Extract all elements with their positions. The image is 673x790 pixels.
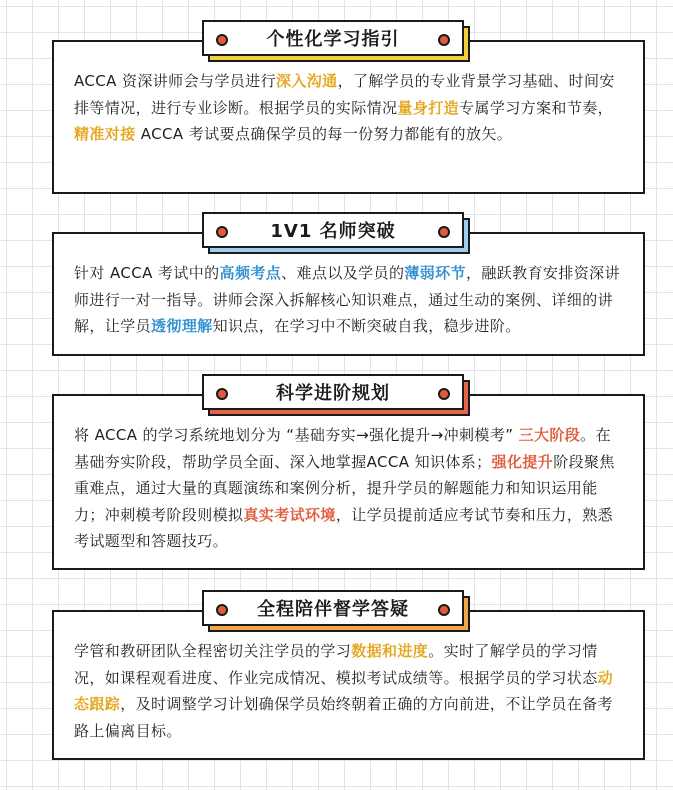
section-body-text: ACCA 资深讲师会与学员进行深入沟通，了解学员的专业背景学习基础、时间安排等情况，进行专业诊断。根据学员的实际情况量身打造专属学习方案和节奏，精准对接 ACCA 考试要点确保学员的每一份努力都能有的放矢。 (74, 72, 615, 143)
section-title-tag (202, 590, 472, 632)
dot-icon (438, 34, 450, 46)
section-body-text: 针对 ACCA 考试中的高频考点、难点以及学员的薄弱环节，融跃教育安排资深讲师进行一对一指导。讲师会深入拆解核心知识难点，通过生动的案例、详细的讲解，让学员透彻理解知识点，在学习中不断突破自我，稳步进阶。 (74, 264, 620, 335)
highlight-text: 深入沟通 (275, 72, 338, 90)
section-title: 科学进阶规划 (202, 374, 464, 410)
highlight-text: 量身打造 (397, 98, 460, 117)
section-title: 1V1 名师突破 (202, 212, 464, 248)
section-content-box (52, 610, 645, 760)
dot-icon (216, 226, 228, 238)
highlight-text: 透彻理解 (151, 317, 213, 335)
section-content-box (52, 40, 645, 194)
highlight-text: 精准对接 (74, 125, 136, 143)
section-body-text: 将 ACCA 的学习系统地划分为 “基础夯实→强化提升→冲刺模考” 三大阶段。在基础夯实阶段，帮助学员全面、深入地掌握ACCA 知识体系；强化提升阶段聚焦重难点，通过大量的真题演练和案例分析，提升学员的解题能力和知识运用能力；冲刺模考阶段则模拟真实考试环境，让学员提前适应考试节奏和压力，熟悉考试题型和答题技巧。 (74, 426, 615, 550)
highlight-text: 薄弱环节 (404, 264, 466, 282)
section-title: 全程陪伴督学答疑 (202, 590, 464, 626)
section-body-text: 学管和教研团队全程密切关注学员的学习数据和进度。实时了解学员的学习情况，如课程观看进度、作业完成情况、模拟考试成绩等。根据学员的学习状态动态跟踪，及时调整学习计划确保学员始终朝着正确的方向前进，不让学员在备考路上偏离目标。 (74, 642, 614, 740)
highlight-text: 高频考点 (219, 264, 282, 282)
highlight-text: 数据和进度 (351, 642, 429, 660)
dot-icon (438, 604, 450, 616)
section-title-tag (202, 374, 472, 416)
dot-icon (216, 34, 228, 46)
section-title: 个性化学习指引 (202, 20, 464, 56)
highlight-text: 动态跟踪 (74, 668, 614, 713)
dot-icon (216, 388, 228, 400)
dot-icon (438, 226, 450, 238)
highlight-text: 强化提升 (491, 452, 554, 471)
section-title-tag (202, 20, 472, 62)
dot-icon (438, 388, 450, 400)
section-content-box (52, 394, 645, 570)
dot-icon (216, 604, 228, 616)
highlight-text: 三大阶段 (518, 426, 581, 444)
highlight-text: 真实考试环境 (243, 505, 336, 524)
section-title-tag (202, 212, 472, 254)
